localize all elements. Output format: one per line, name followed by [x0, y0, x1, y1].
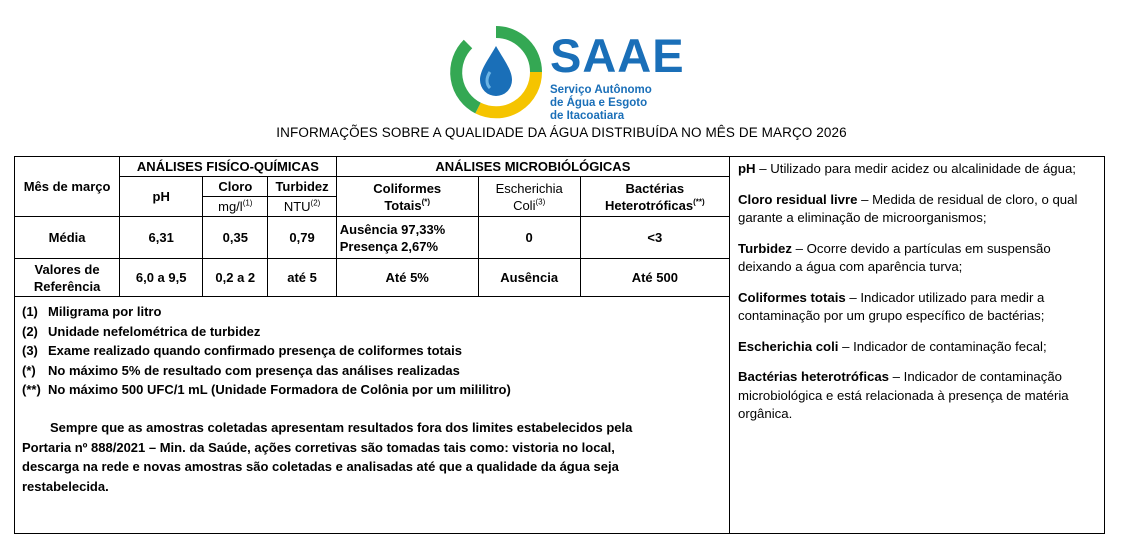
col-coliformes: Coliformes Totais(*) — [336, 177, 478, 217]
coliformes-media: Ausência 97,33% Presença 2,67% — [336, 217, 478, 259]
glossary-item-turbidez: Turbidez – Ocorre devido a partículas em suspensão deixando a água com aparência turva; — [738, 240, 1051, 274]
page-title: INFORMAÇÕES SOBRE A QUALIDADE DA ÁGUA DISTRIBUÍDA NO MÊS DE MARÇO 2026 — [276, 125, 847, 140]
col-turbidez: Turbidez — [268, 177, 336, 197]
glossary-item-escherichia: Escherichia coli – Indicador de contaminação fecal; — [738, 338, 1047, 354]
logo-subtitle: Serviço Autônomo de Água e Esgoto de Itacoatiara — [550, 84, 652, 122]
glossary-item-ph: pH – Utilizado para medir acidez ou alcalinidade de água; — [738, 161, 1076, 176]
glossary — [738, 160, 1098, 436]
col-ph: pH — [120, 177, 203, 217]
group-microbiologicas: ANÁLISES MICROBIÓLÓGICAS — [336, 157, 729, 177]
saae-logo — [448, 18, 685, 123]
corrective-actions-paragraph: Sempre que as amostras coletadas apresentam resultados fora dos limites estabelecidos pela Portaria nº 888/2021 – Min. da Saúde, ações corretivas são tomadas tais como: vistoria no local, descarga na rede e novas amostras são coletadas e analisadas até que a qualidade da água seja restabelecida. — [22, 420, 633, 494]
group-fisico-quimicas: ANÁLISES FISÍCO-QUÍMICAS — [120, 157, 337, 177]
water-drop-logo-icon — [448, 24, 544, 120]
glossary-item-coliformes: Coliformes totais – Indicador utilizado para medir a contaminação por um grupo específico de bactérias; — [738, 289, 1045, 323]
table-row: Média 6,31 0,35 0,79 Ausência 97,33% Presença 2,67% 0 <3 — [15, 217, 730, 259]
list-item: (**) No máximo 500 UFC/1 mL (Unidade Formadora de Colônia por um mililitro) — [22, 382, 511, 397]
glossary-item-cloro: Cloro residual livre – Medida de residual de cloro, o qual garante a eliminação de microorganismos; — [738, 191, 1078, 225]
list-item: (3) Exame realizado quando confirmado presença de coliformes totais — [22, 343, 462, 358]
col-turbidez-unit: NTU$^{(2)}$ — [268, 197, 336, 217]
logo-wordmark: SAAE — [550, 29, 685, 82]
analysis-table — [14, 156, 730, 297]
col-escherichia: Escherichia Coli$^{(3)}$ — [478, 177, 580, 217]
list-item: (2) Unidade nefelométrica de turbidez — [22, 323, 261, 339]
list-item: (1) Miligrama por litro — [22, 304, 162, 319]
table-row: Valores de Referência 6,0 a 9,5 0,2 a 2 até 5 Até 5% Ausência Até 500 — [15, 259, 730, 297]
glossary-item-bacterias: Bactérias heterotróficas – Indicador de contaminação microbiológica e está relacionada à presença de matéria orgânica. — [738, 369, 1069, 421]
col-cloro: Cloro — [203, 177, 268, 197]
footnotes — [22, 302, 722, 400]
col-bacterias: Bactérias Heterotróficas(**) — [580, 177, 729, 217]
col-cloro-unit: $mg/l^{(1)}$ — [203, 197, 268, 217]
list-item: (*) No máximo 5% de resultado com presença das análises realizadas — [22, 362, 460, 378]
month-header: Mês de março — [15, 157, 120, 217]
